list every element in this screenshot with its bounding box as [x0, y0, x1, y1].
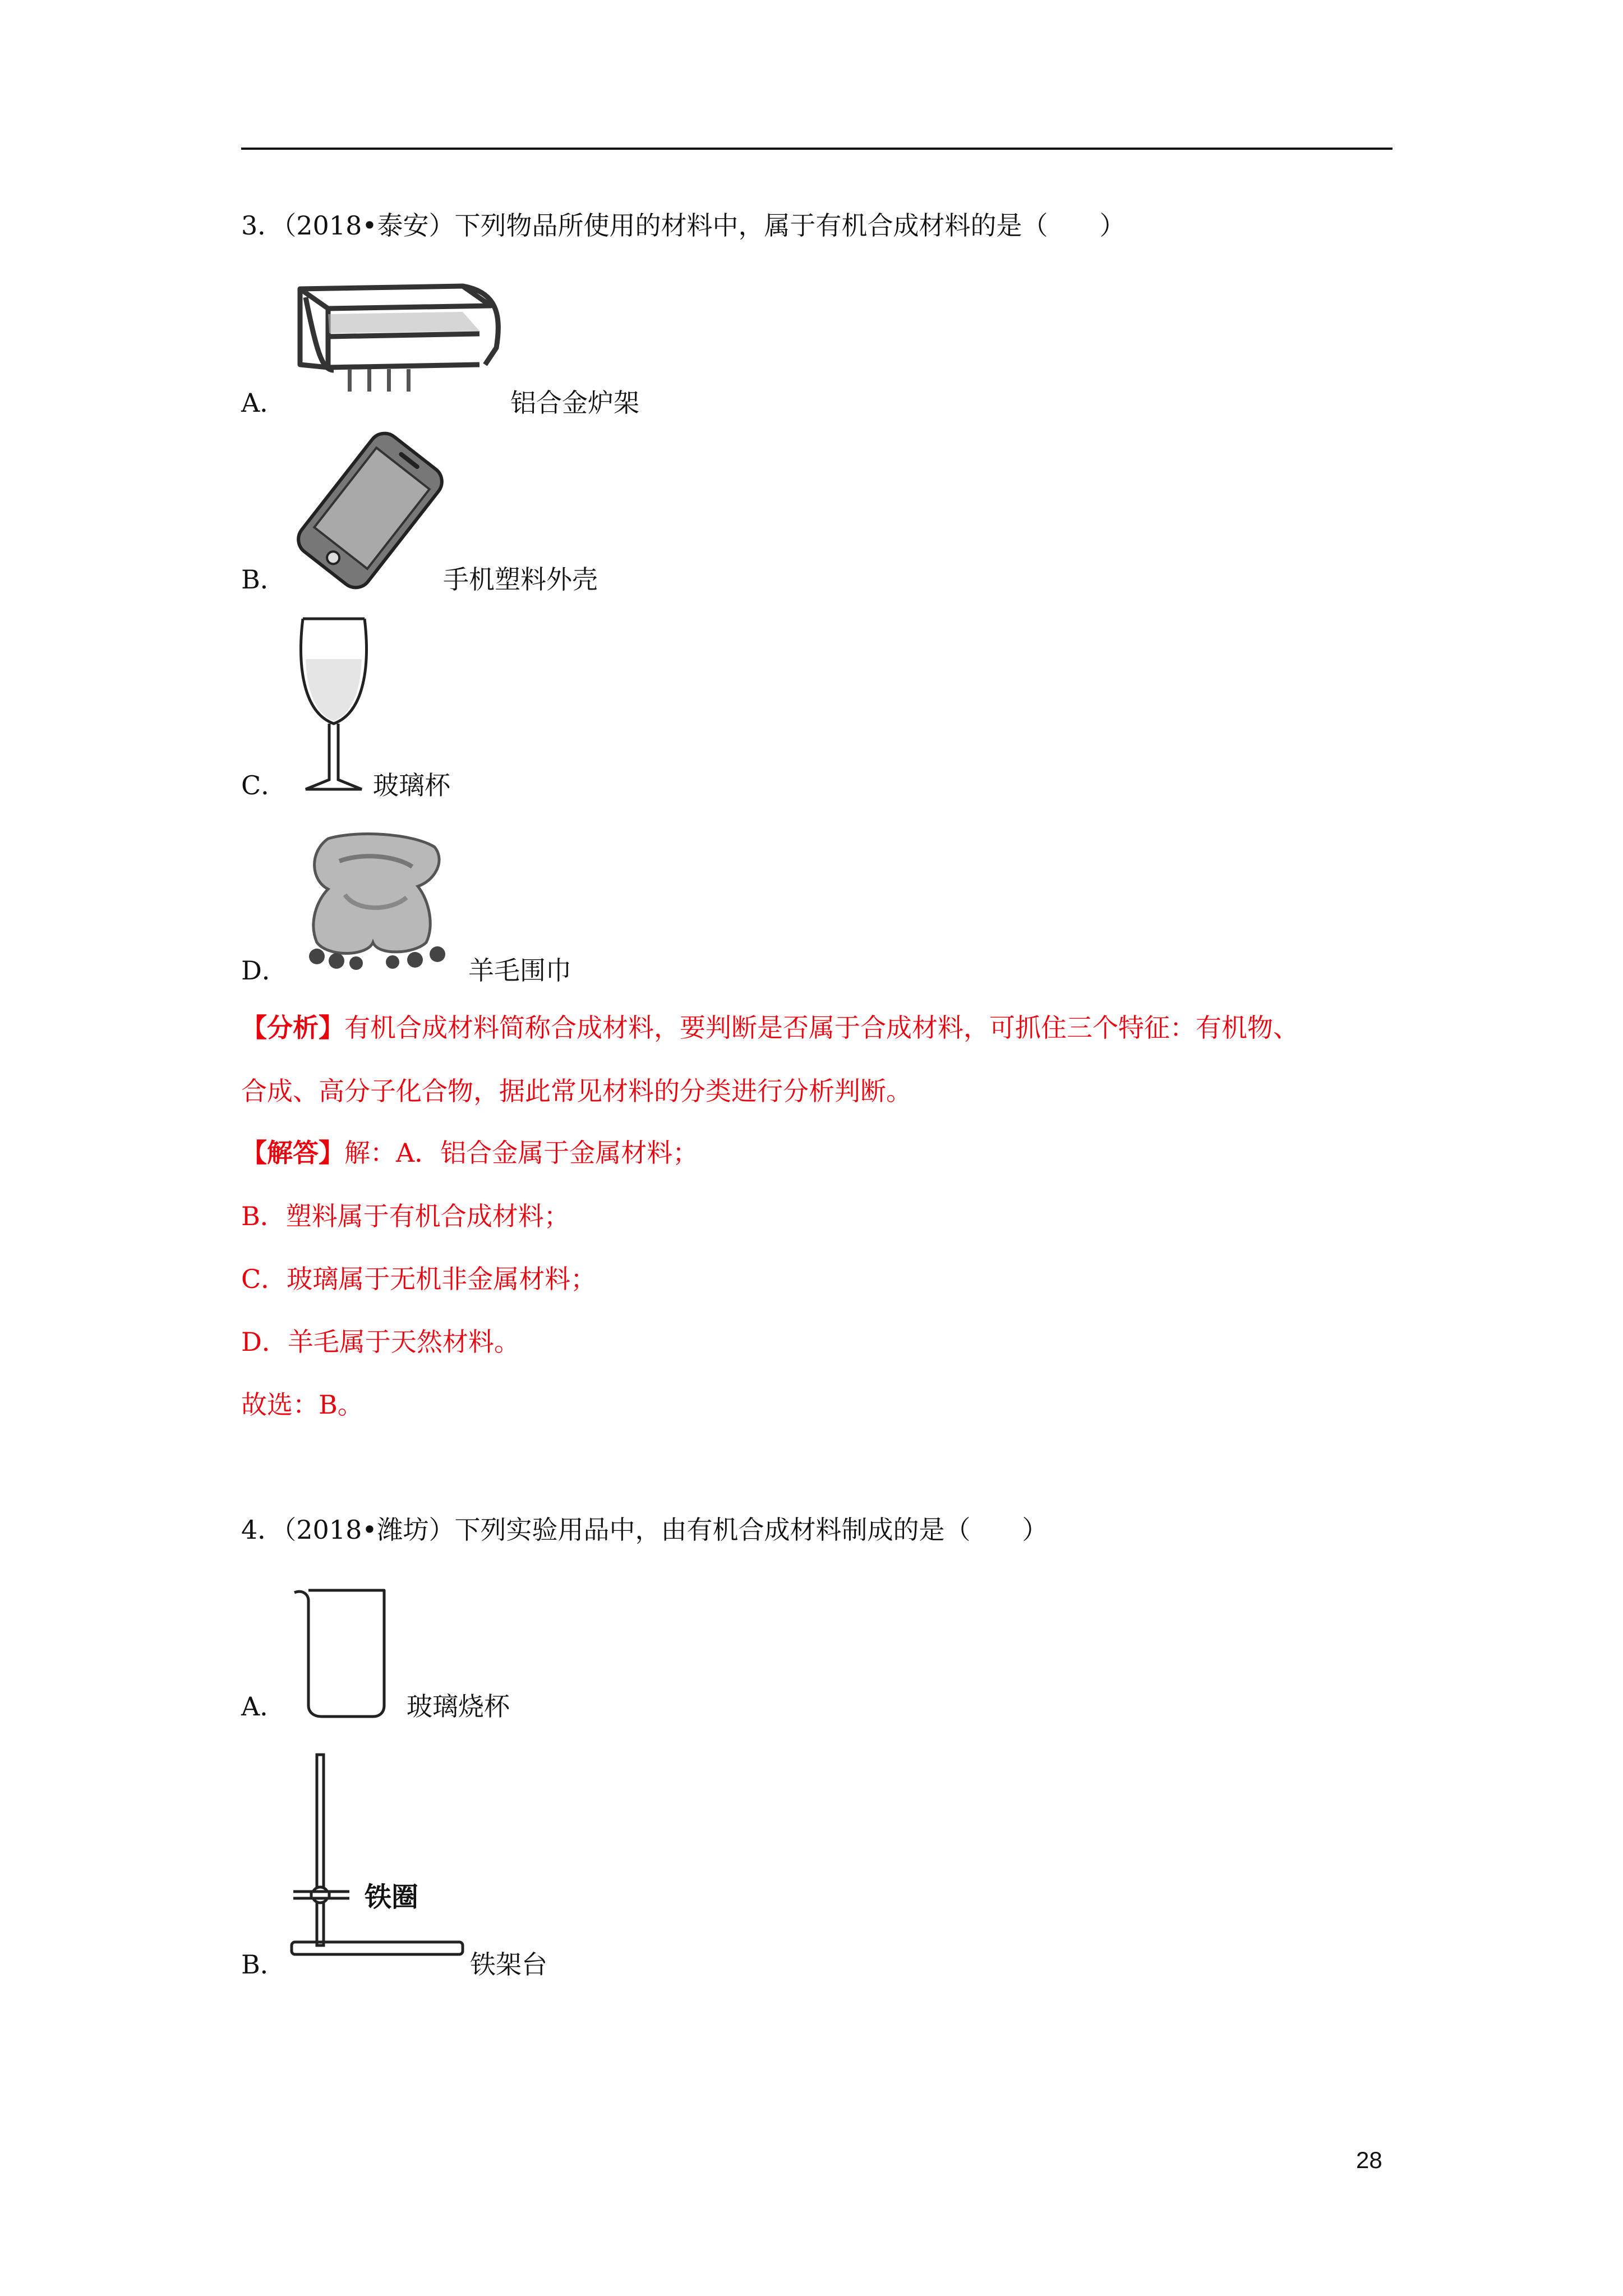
q3-option-c-letter: C． — [241, 770, 287, 800]
q3-choice: 故选：B。 — [241, 1389, 363, 1420]
q3-option-b-letter: B． — [241, 564, 286, 595]
q3-option-d-label: 羊毛围巾 — [468, 955, 571, 986]
q4-option-a-letter: A． — [241, 1691, 286, 1722]
q3-answer-line-1 — [241, 1136, 698, 1170]
q3-option-a-label: 铝合金炉架 — [510, 388, 639, 418]
q4-stem: 4．（2018•潍坊）下列实验用品中，由有机合成材料制成的是（ ） — [241, 1515, 1048, 1545]
q3-answer-line-4: D．羊毛属于天然材料。 — [241, 1327, 520, 1357]
q4-option-b-letter: B． — [241, 1949, 286, 1980]
iron-stand-icon — [289, 1750, 468, 1969]
scarf-icon — [294, 827, 457, 973]
q3-analysis-line-1 — [241, 1011, 1299, 1045]
wine-glass-icon — [294, 614, 373, 797]
q3-analysis-line-2: 合成、高分子化合物，据此常见材料的分类进行分析判断。 — [241, 1076, 912, 1106]
beaker-icon — [289, 1585, 401, 1722]
phone-icon — [292, 435, 449, 586]
q4-option-b-label: 铁架台 — [470, 1949, 547, 1980]
header-rule — [241, 148, 1393, 150]
q3-option-a-letter: A． — [241, 388, 286, 418]
answer-tag: 【解答】 — [241, 1138, 344, 1168]
page-number: 28 — [1356, 2147, 1382, 2173]
q3-answer-line-3: C．玻璃属于无机非金属材料； — [241, 1264, 597, 1294]
answer-text-1: 解：A．铝合金属于金属材料； — [344, 1138, 699, 1168]
q4-option-a-label: 玻璃烧杯 — [407, 1691, 510, 1722]
iron-ring-label: 铁圈 — [365, 1881, 419, 1913]
rack-icon — [294, 275, 505, 401]
q3-answer-line-2: B．塑料属于有机合成材料； — [241, 1201, 570, 1231]
analysis-text-1: 有机合成材料简称合成材料，要判断是否属于合成材料，可抓住三个特征：有机物、 — [344, 1013, 1299, 1043]
q3-stem: 3．（2018•泰安）下列物品所使用的材料中，属于有机合成材料的是（ ） — [241, 210, 1126, 241]
q3-option-d-letter: D． — [241, 955, 288, 986]
q3-option-b-label: 手机塑料外壳 — [443, 564, 598, 595]
q3-option-c-label: 玻璃杯 — [373, 770, 450, 800]
analysis-tag: 【分析】 — [241, 1013, 344, 1043]
